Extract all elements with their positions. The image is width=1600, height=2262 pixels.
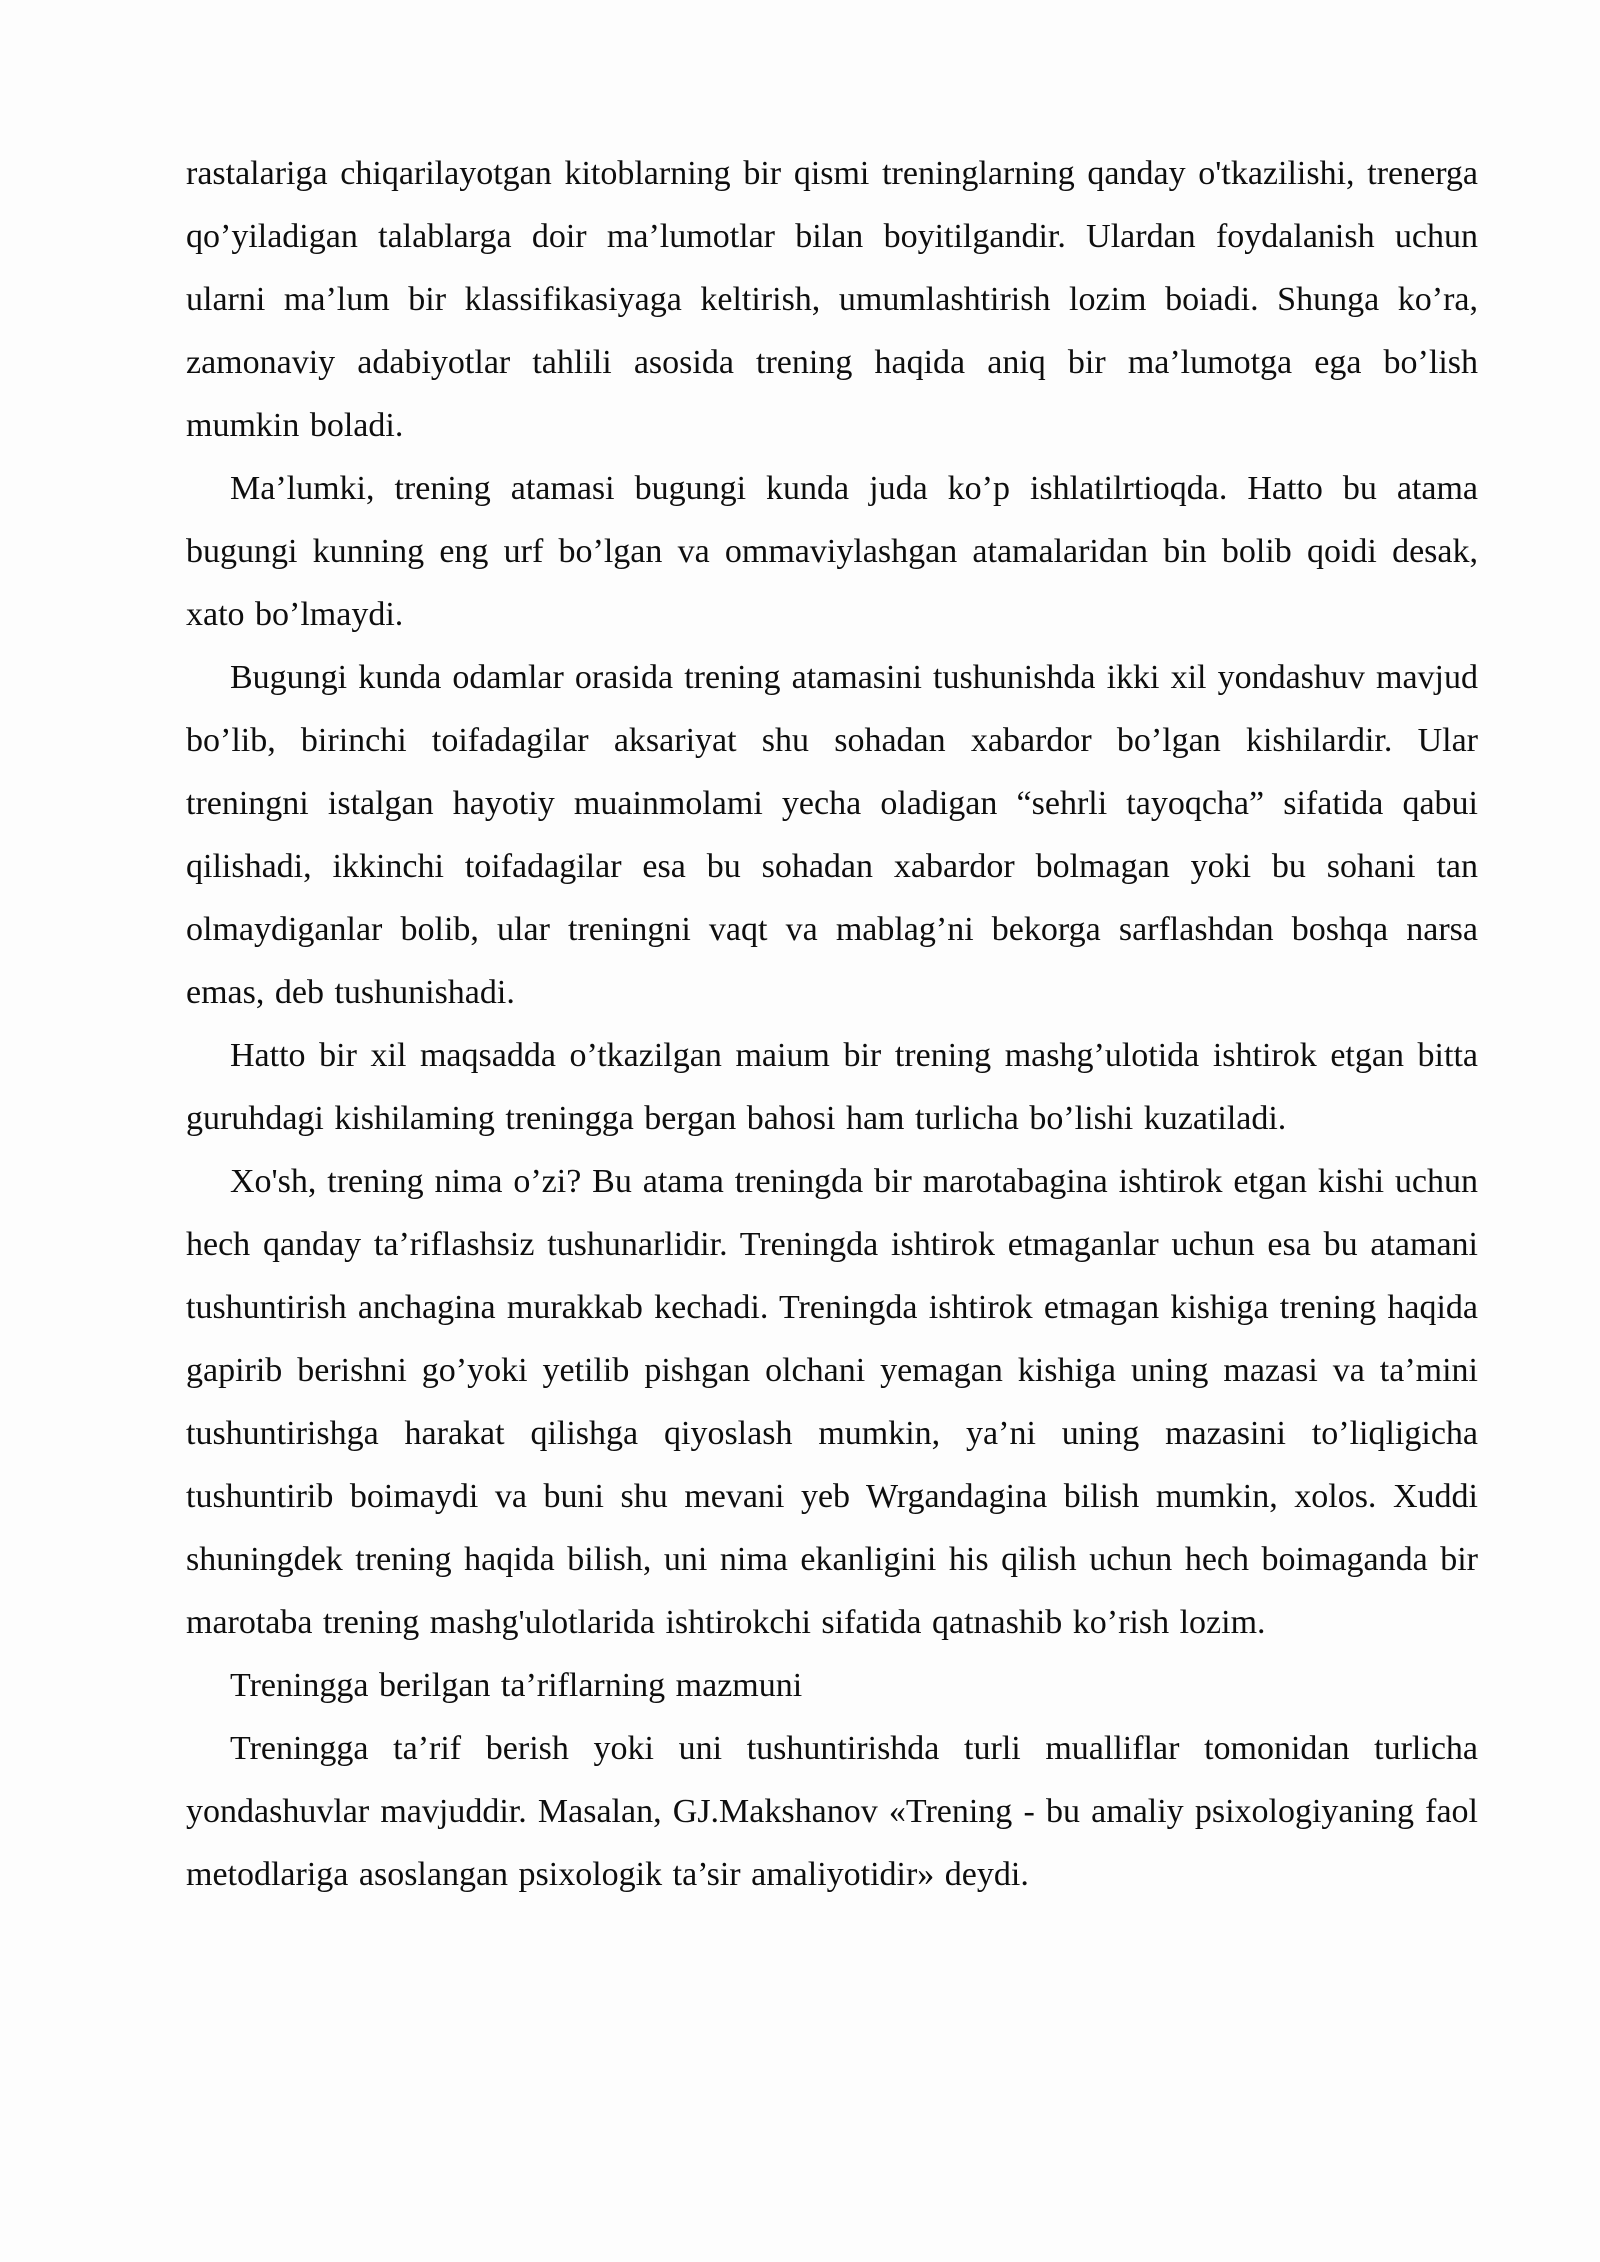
paragraph-continuation: rastalariga chiqarilayotgan kitoblarning bir qismi treninglarning qanday o'tkazilishi, trenerga qo’yiladigan talablarga doir ma’lumotlar bilan boyitilgandir. Ulardan foydalanish uchun ularni ma’lum bir klassifikasiyaga keltirish, umumlashtirish lozim boiadi. Shunga ko’ra, zamonaviy adabiyotlar tahlili asosida trening haqida aniq bir ma’lumotga ega bo’lish mumkin boladi. xyxy=(186,155,1478,444)
paragraph: Ma’lumki, trening atamasi bugungi kunda juda ko’p ishlatilrtioqda. Hatto bu atama bugungi kunning eng urf bo’lgan va ommaviylashgan atamalaridan bin bolib qoidi desak, xato bo’lmaydi. xyxy=(186,470,1478,633)
paragraph: Bugungi kunda odamlar orasida trening atamasini tushunishda ikki xil yondashuv mavjud bo’lib, birinchi toifadagilar aksariyat shu sohadan xabardor bo’lgan kishilardir. Ular treningni istalgan hayotiy muainmolami yecha oladigan “sehrli tayoqcha” sifatida qabui qilishadi, ikkinchi toifadagilar esa bu sohadan xabardor bolmagan yoki bu sohani tan olmaydiganlar bolib, ular treningni vaqt va mablag’ni bekorga sarflashdan boshqa narsa emas, deb tushunishadi. xyxy=(186,659,1478,1011)
paragraph: Hatto bir xil maqsadda o’tkazilgan maium bir trening mashg’ulotida ishtirok etgan bitta guruhdagi kishilaming treningga bergan bahosi ham turlicha bo’lishi kuzatiladi. xyxy=(186,1037,1478,1137)
paragraph-subheading: Treningga berilgan ta’riflarning mazmuni xyxy=(230,1667,803,1704)
paragraph: Treningga ta’rif berish yoki uni tushuntirishda turli mualliflar tomonidan turlicha yondashuvlar mavjuddir. Masalan, GJ.Makshanov «Trening - bu amaliy psixologiyaning faol metodlariga asoslangan psixologik ta’sir amaliyotidir» deydi. xyxy=(186,1730,1478,1893)
page-text-block xyxy=(186,142,1478,1906)
paragraph: Xo'sh, trening nima o’zi? Bu atama treningda bir marotabagina ishtirok etgan kishi uchun hech qanday ta’riflashsiz tushunarlidir. Treningda ishtirok etmaganlar uchun esa bu atamani tushuntirish anchagina murakkab kechadi. Treningda ishtirok etmagan kishiga trening haqida gapirib berishni go’yoki yetilib pishgan olchani yemagan kishiga uning mazasi va ta’mini tushuntirishga harakat qilishga qiyoslash mumkin, ya’ni uning mazasini to’liqligicha tushuntirib boimaydi va buni shu mevani yeb Wrgandagina bilish mumkin, xolos. Xuddi shuningdek trening haqida bilish, uni nima ekanligini his qilish uchun hech boimaganda bir marotaba trening mashg'ulotlarida ishtirokchi sifatida qatnashib ko’rish lozim. xyxy=(186,1163,1478,1641)
